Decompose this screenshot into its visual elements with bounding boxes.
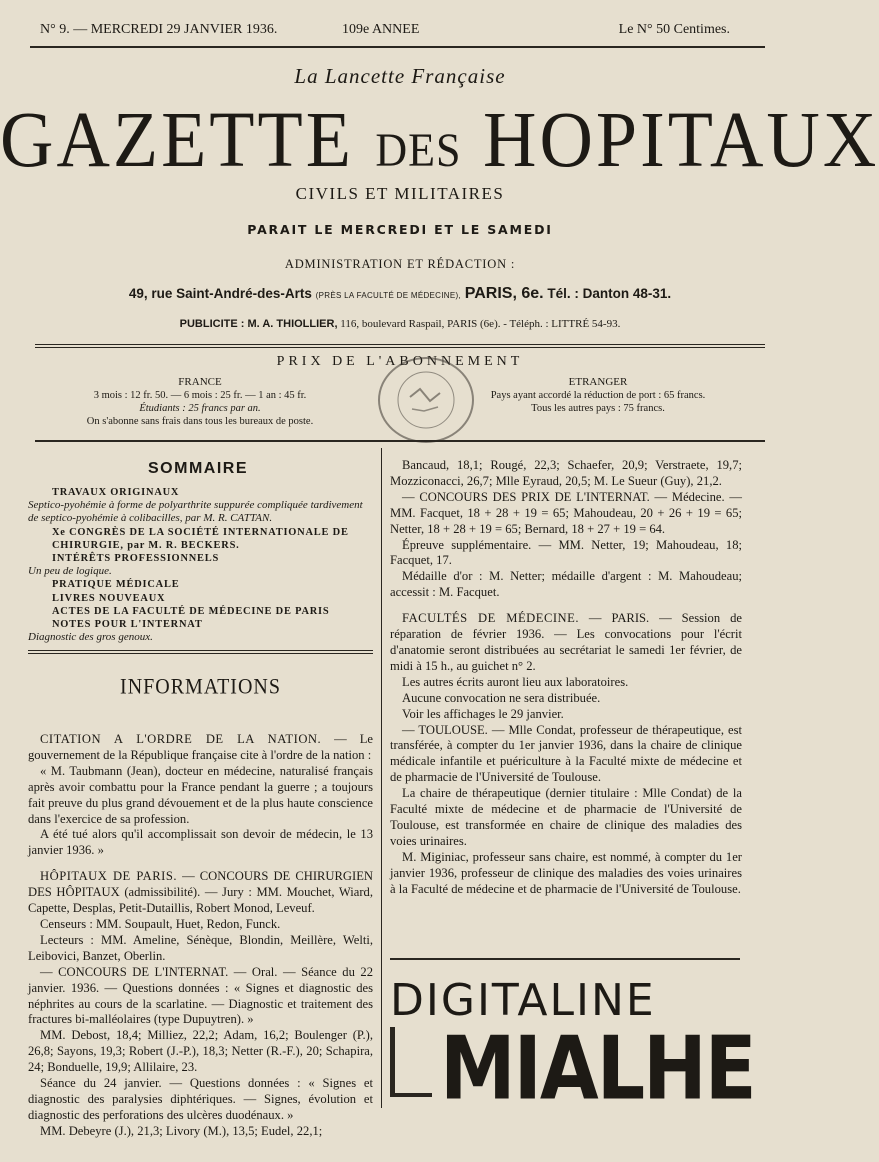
news-paragraph: [28, 1124, 373, 1140]
sommaire-item: Xe CONGRÈS DE LA SOCIÉTÉ INTERNATIONALE DE CHIRURGIE, par M. R. BECKERS.: [52, 526, 349, 551]
news-paragraph: [28, 827, 373, 859]
news-paragraph: [390, 723, 742, 787]
news-paragraph: [28, 732, 373, 764]
postal-stamp: [378, 357, 474, 443]
news-lead: HÔPITAUX DE PARIS.: [40, 869, 178, 884]
news-text: Médaille d'or : M. Netter; médaille d'argent : M. Mahoudeau; accessit : M. Facquet.: [390, 569, 742, 600]
news-text: MM. Debeyre (J.), 21,3; Livory (M.), 13,5; Eudel, 22,1;: [40, 1123, 323, 1138]
news-text: A été tué alors qu'il accomplissait son devoir de médecin, le 13 janvier 1936. »: [28, 827, 373, 858]
news-text: Voir les affichages le 29 janvier.: [402, 706, 564, 721]
news-paragraph: [390, 458, 742, 490]
issue-info: N° 9. — MERCREDI 29 JANVIER 1936.: [40, 22, 278, 37]
advert-bracket: [390, 1027, 395, 1097]
news-text: Les autres écrits auront lieu aux laboratoires.: [402, 674, 629, 689]
sommaire-item: Un peu de logique.: [28, 565, 112, 578]
masthead-top-line: [40, 22, 730, 40]
stamp-icon: [380, 359, 472, 441]
sommaire-item: PRATIQUE MÉDICALE: [52, 579, 180, 591]
top-rule: [30, 46, 765, 48]
publicite-address: 116, boulevard Raspail, PARIS (6e). - Téléph. : LITTRÉ 54-93.: [340, 318, 621, 330]
informations-left-column: [28, 722, 373, 1140]
advert-mialhe: MIALHE: [440, 1017, 755, 1120]
news-paragraph: [28, 917, 373, 933]
news-text: — CONCOURS DES PRIX DE L'INTERNAT. — Médecine. — MM. Facquet, 18 + 28 + 19 = 65; Mahoudeau, 20 + 26 + 19 = 65; Netter, 18 + 28 + 19 = 65; Bernard, 18 + 27 + 19 = 64.: [390, 489, 742, 536]
news-paragraph: [28, 764, 373, 828]
news-text: MM. Debost, 18,4; Milliez, 22,2; Adam, 16,2; Boulenger (P.), 26,8; Sayons, 19,3; Robert (J.-P.), 18,3; Netter (R.-F.), 20; Schapira, 24; Bonduelle, 19,9; Allilaire, 23.: [28, 1028, 373, 1075]
sommaire-heading: SOMMAIRE: [148, 460, 248, 477]
news-text: Séance du 24 janvier. — Questions données : « Signes et diagnostic des paralysies diphtériques. — Signes, évolution et diagnostic des perforations des ulcères duodénaux. »: [28, 1076, 373, 1122]
advert-bracket-foot: [390, 1093, 432, 1097]
publicite-line: [0, 318, 800, 330]
news-text: « M. Taubmann (Jean), docteur en médecine, naturalisé français après avoir combattu pour la France pendant la guerre ; a toujours fait preuve du plus grand dévouement et de la plus haute conscience dans l'exercice de sa profession.: [28, 763, 373, 826]
news-text: M. Miginiac, professeur sans chaire, est nommé, à compter du 1er janvier 1936, professeur de clinique des maladies des voies urinaires à la Faculté de médecine et de pharmacie de l'Université de Toulouse.: [390, 849, 742, 896]
news-text: Aucune convocation ne sera distribuée.: [402, 690, 601, 705]
address-note: (PRÈS LA FACULTÉ DE MÉDECINE),: [315, 291, 461, 300]
newspaper-title: [0, 95, 879, 187]
subtitle-civils: CIVILS ET MILITAIRES: [295, 184, 505, 203]
address-street: 49, rue Saint-André-des-Arts: [128, 286, 312, 301]
subscription-top-rule: [35, 344, 765, 345]
news-paragraph: [390, 786, 742, 850]
news-text: Lecteurs : MM. Ameline, Sénèque, Blondin, Meillère, Welti, Leibovici, Banzet, Oberlin.: [28, 932, 373, 963]
news-text: — CONCOURS DE CHIRURGIEN DES HÔPITAUX (admissibilité). — Jury : MM. Mouchet, Wiard, Capette, Desplas, Petit-Dutaillis, Robert Monod, Leveuf.: [28, 869, 373, 916]
title-hopitaux: HOPITAUX: [483, 95, 879, 185]
title-des: DES: [375, 123, 462, 177]
informations-right-column: [390, 458, 742, 897]
news-paragraph: [390, 490, 742, 538]
sommaire-rule-2: [28, 653, 373, 654]
news-paragraph: [28, 1076, 373, 1124]
subscription-top-rule-2: [35, 347, 765, 348]
sommaire-item: Diagnostic des gros genoux.: [28, 631, 153, 644]
sommaire-rule-1: [28, 650, 373, 651]
sommaire-item: INTÉRÊTS PROFESSIONNELS: [52, 553, 220, 565]
news-paragraph: [390, 675, 742, 691]
column-divider: [381, 448, 382, 1108]
sommaire-item: ACTES DE LA FACULTÉ DE MÉDECINE DE PARIS: [52, 605, 330, 617]
student-rate: Étudiants : 25 francs par an.: [139, 403, 261, 414]
advert-top-rule: [390, 958, 740, 960]
news-paragraph: [390, 569, 742, 601]
subscription-bottom-rule: [35, 440, 765, 442]
price-info: Le N° 50 Centimes.: [618, 22, 730, 37]
digitaline-advert: [390, 975, 755, 1120]
news-text: Censeurs : MM. Soupault, Huet, Redon, Funck.: [40, 916, 281, 931]
news-paragraph: [28, 965, 373, 1029]
sommaire-item: Septico-pyohémie à forme de polyarthrite suppurée compliquée tardivement de septico-pyohémie à colibacilles, par M. R. CATTAN.: [28, 499, 363, 525]
news-text: Épreuve supplémentaire. — MM. Netter, 19; Mahoudeau, 18; Facquet, 17.: [390, 537, 742, 568]
news-paragraph: [390, 691, 742, 707]
publicite-label: PUBLICITE : M. A. THIOLLIER,: [179, 318, 338, 330]
news-paragraph: [390, 707, 742, 723]
news-lead: FACULTÉS DE MÉDECINE.: [402, 611, 579, 626]
sommaire-item: TRAVAUX ORIGINAUX: [52, 487, 180, 498]
news-text: La chaire de thérapeutique (dernier titulaire : Mlle Condat) de la Faculté mixte de médecine et de pharmacie de l'Université de Toulouse, est transformée en chaire de clinique des maladies des voies urinaires.: [390, 786, 742, 848]
news-text: — Le gouvernement de la République française cite à l'ordre de la nation :: [28, 732, 373, 762]
address-telephone: Tél. : Danton 48-31.: [547, 286, 672, 301]
news-paragraph: [390, 611, 742, 675]
publication-days: PARAIT LE MERCREDI ET LE SAMEDI: [247, 222, 553, 237]
post-office-note: On s'abonne sans frais dans tous les bureaux de poste.: [86, 416, 314, 427]
france-prices: 3 mois : 12 fr. 50. — 6 mois : 25 fr. — 1 an : 45 fr.: [93, 390, 307, 401]
news-text: Bancaud, 18,1; Rougé, 22,3; Schaefer, 20,9; Verstraete, 19,7; Mozziconacci, 26,7; Mlle Eyraud, 20,5; M. Le Sueur (Guy), 21,2.: [390, 458, 742, 488]
etranger-reduced: Pays ayant accordé la réduction de port : 65 francs.: [490, 390, 706, 401]
lancette-title: La Lancette Française: [294, 64, 506, 88]
news-lead: CITATION A L'ORDRE DE LA NATION.: [40, 732, 322, 746]
address-city: PARIS, 6e.: [464, 285, 544, 302]
admin-heading: ADMINISTRATION ET RÉDACTION :: [284, 257, 516, 271]
news-text: — PARIS. — Session de réparation de février 1936. — Les convocations pour l'écrit d'anatomie seront distribuées au secrétariat le samedi 1er février, de midi à 15 h., au guichet n° 2.: [390, 611, 742, 673]
news-paragraph: [390, 538, 742, 570]
news-paragraph: [28, 933, 373, 965]
news-paragraph: [390, 850, 742, 898]
news-text: — TOULOUSE. — Mlle Condat, professeur de thérapeutique, est transférée, à compter du 1er janvier 1936, dans la chaire de clinique médicale infantile et puériculture à la Faculté mixte de médecine et de pharmacie de l'Université de Toulouse.: [390, 722, 742, 785]
news-paragraph: [28, 1028, 373, 1076]
etranger-other: Tous les autres pays : 75 francs.: [531, 403, 665, 414]
sommaire-item: NOTES POUR L'INTERNAT: [52, 619, 203, 631]
sommaire-section: [28, 460, 368, 644]
news-paragraph: [28, 869, 373, 917]
sommaire-item: LIVRES NOUVEAUX: [52, 592, 166, 604]
etranger-label: ETRANGER: [568, 376, 628, 388]
sommaire-list: [28, 486, 368, 644]
news-text: — CONCOURS DE L'INTERNAT. — Oral. — Séance du 22 janvier. 1936. — Questions données : « Signes et diagnostic des néphrites au cours de la scarlatine. — Diagnostic et traitement des fractures bi-malléolaires (type Dupuytren). »: [28, 964, 373, 1027]
subscription-heading: PRIX DE L'ABONNEMENT: [276, 354, 524, 369]
france-label: FRANCE: [178, 376, 222, 388]
address-line: [0, 285, 800, 303]
foreign-rates: [468, 376, 728, 415]
year-info: 109e ANNEE: [342, 22, 420, 37]
france-rates: [40, 376, 360, 428]
informations-heading: INFORMATIONS: [120, 674, 281, 700]
advert-digitaline: DIGITALINE: [390, 975, 656, 1026]
title-gazette: GAZETTE: [0, 95, 354, 185]
